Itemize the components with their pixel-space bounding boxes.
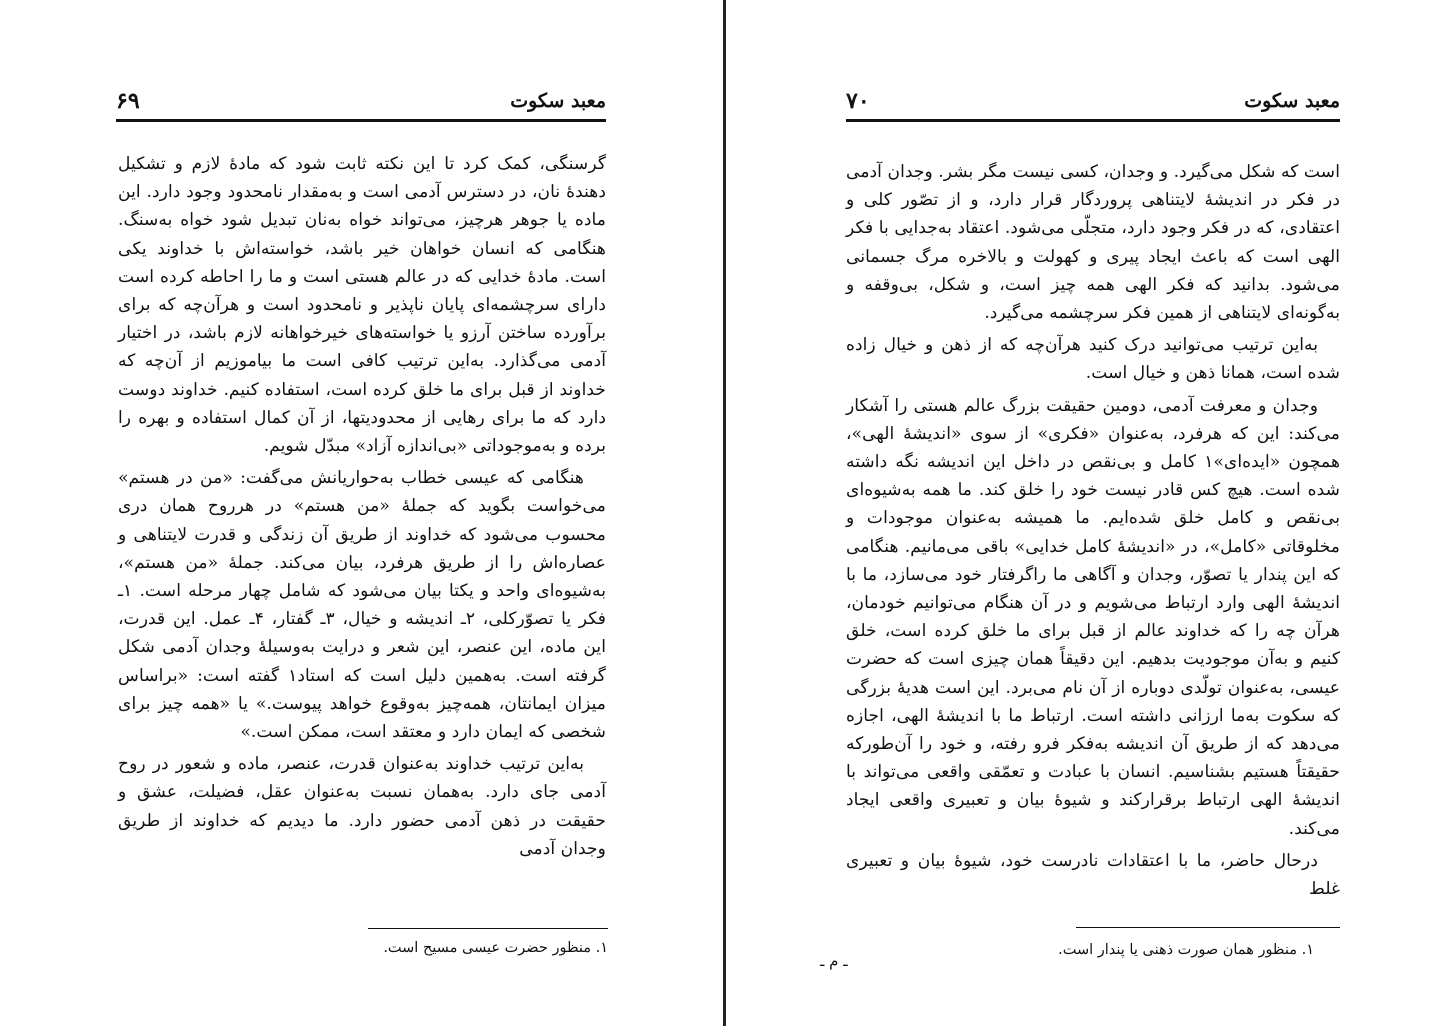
footnote: ۱. منظور حضرت عیسی مسیح است. — [383, 940, 608, 956]
paragraph: به‌این ترتیب می‌توانید درک کنید هرآن‌چه که از ذهن و خیال زاده شده است، همانا ذهن و خیال است. — [846, 335, 1340, 384]
paragraph: هنگامی که عیسی خطاب به‌حواریانش می‌گفت: «من در هستم» می‌خواست بگوید که جملهٔ «من هستم» در هرروح همان دری محسوب می‌شود که خداوند از طریق آن زندگی و قدرت لایتناهی و عصاره‌اش را از طریق هرفرد، بیان می‌کند. جملهٔ «من هستم»، به‌شیوه‌ای واحد و یکتا بیان می‌شود که شامل چهار مرحله است. ۱ـ فکر یا تصوّرکلی، ۲ـ اندیشه و خیال، ۳ـ گفتار، ۴ـ عمل. این قدرت، این ماده، این عنصر، این شعر و درایت به‌وسیلهٔ وجدان آدمی شکل گرفته است. به‌همین دلیل است که استاد۱ گفته است: «براساس میزان ایمانتان، همه‌چیز به‌وقوع خواهد پیوست.» یا «همه چیز برای شخصی که ایمان دارد و معتقد است، ممکن است.» — [118, 468, 606, 743]
paragraph: گرسنگی، کمک کرد تا این نکته ثابت شود که مادهٔ لازم و تشکیل دهندهٔ نان، در دسترس آدمی است و به‌مقدار نامحدود وجود دارد. این ماده یا جوهر هرچیز، می‌تواند خواه به‌نان تبدیل شود خواه به‌سنگ. هنگامی که انسان خواهان خیر باشد، خواسته‌اش با خداوند یکی است. مادهٔ خدایی که در عالم هستی است و ما را احاطه کرده است دارای سرچشمه‌ای پایان ناپذیر و نامحدود است و هرآن‌چه که برای برآورده ساختن آرزو یا خواسته‌های خیرخواهانه لازم باشد، در اختیار آدمی می‌گذارد. به‌این ترتیب کافی است ما بیاموزیم از آن‌چه که خداوند از قبل برای ما خلق کرده است، استفاده کنیم. خداوند دوست دارد که ما برای رهایی از محدودیتها، از آن کمال استفاده و بهره را برده و به‌موجوداتی «بی‌اندازه آزاد» مبدّل شویم. — [118, 154, 606, 457]
running-title: معبد سکوت — [510, 90, 606, 112]
left-page — [0, 0, 723, 1026]
paragraph: درحال حاضر، ما با اعتقادات نادرست خود، شیوهٔ بیان و تعبیری غلط — [846, 850, 1340, 900]
body-text — [846, 158, 1340, 903]
footnote-rule — [368, 928, 608, 929]
page-header — [116, 88, 606, 118]
header-rule — [116, 119, 606, 122]
page-header — [846, 88, 1340, 118]
paragraph: است که شکل می‌گیرد. و وجدان، کسی نیست مگر بشر. وجدان آدمی در فکر در اندیشهٔ لایتناهی پروردگار قرار دارد، و از تصّور کلی و اعتقادی، که در فکر وجود دارد، متجلّی می‌شود. اعتقاد به‌جدایی با فکر الهی است که باعث ایجاد پیری و کهولت و بالاخره مرگ جسمانی می‌شود. بدانید که فکر الهی همه چیز است، و شکل، بی‌وقفه و به‌گونه‌ای لایتناهی از همین فکر سرچشمه می‌گیرد. — [846, 162, 1340, 324]
paragraph: به‌این ترتیب خداوند به‌عنوان قدرت، عنصر، ماده و شعور در روح آدمی جای دارد. به‌همان نسبت به‌عنوان عقل، فضیلت، عشق و حقیقت در ذهن آدمی حضور دارد. ما دیدیم که خداوند از طریق وجدان آدمی — [118, 754, 606, 859]
page-number: ۷۰ — [846, 88, 870, 114]
signature-mark: ـ م ـ — [820, 952, 848, 970]
header-rule — [846, 119, 1340, 122]
footnote: ۱. منظور همان صورت ذهنی یا پندار است. — [1058, 942, 1314, 958]
footnote-rule — [1076, 927, 1340, 928]
paragraph: وجدان و معرفت آدمی، دومین حقیقت بزرگ عالم هستی را آشکار می‌کند: این که هرفرد، به‌عنوان «فکری» از سوی «اندیشهٔ الهی»، همچون «ایده‌ای»۱ کامل و بی‌نقص در داخل این اندیشه نگه داشته شده است. هیچ کس قادر نیست خود را خلق کند. ما همه به‌شیوه‌ای بی‌نقص و کامل خلق شده‌ایم. ما همیشه به‌عنوان موجودات و مخلوقاتی «کامل»، در «اندیشهٔ کامل خدایی» باقی می‌مانیم. هنگامی که این پندار یا تصوّر، وجدان و آگاهی ما راگرفتار خود می‌سازد، ما با اندیشهٔ الهی وارد ارتباط می‌شویم و در آن هنگام می‌توانیم خودمان، هرآن چه را که خداوند عالم از قبل برای ما خلق کرده است، خلق کنیم و به‌آن موجودیت بدهیم. این دقیقاً همان چیزی است که حضرت عیسی، به‌عنوان تولّدی دوباره از آن نام می‌برد. این است هدیهٔ بزرگی که سکوت به‌ما ارزانی داشته است. ارتباط ما با اندیشهٔ الهی، اجازه می‌دهد که از طریق آن اندیشه به‌فکر فرو رفته، و خود را آن‌طورکه حقیقتاً هستیم بشناسیم. انسان با عبادت و تعمّقی واقعی می‌تواند با اندیشهٔ الهی ارتباط برقرارکند و شیوهٔ بیان و تعبیری واقعی ایجاد می‌کند. — [846, 395, 1341, 839]
running-title: معبد سکوت — [1244, 90, 1340, 112]
right-page — [726, 0, 1454, 1026]
body-text — [118, 150, 606, 863]
page-number: ۶۹ — [116, 88, 140, 114]
